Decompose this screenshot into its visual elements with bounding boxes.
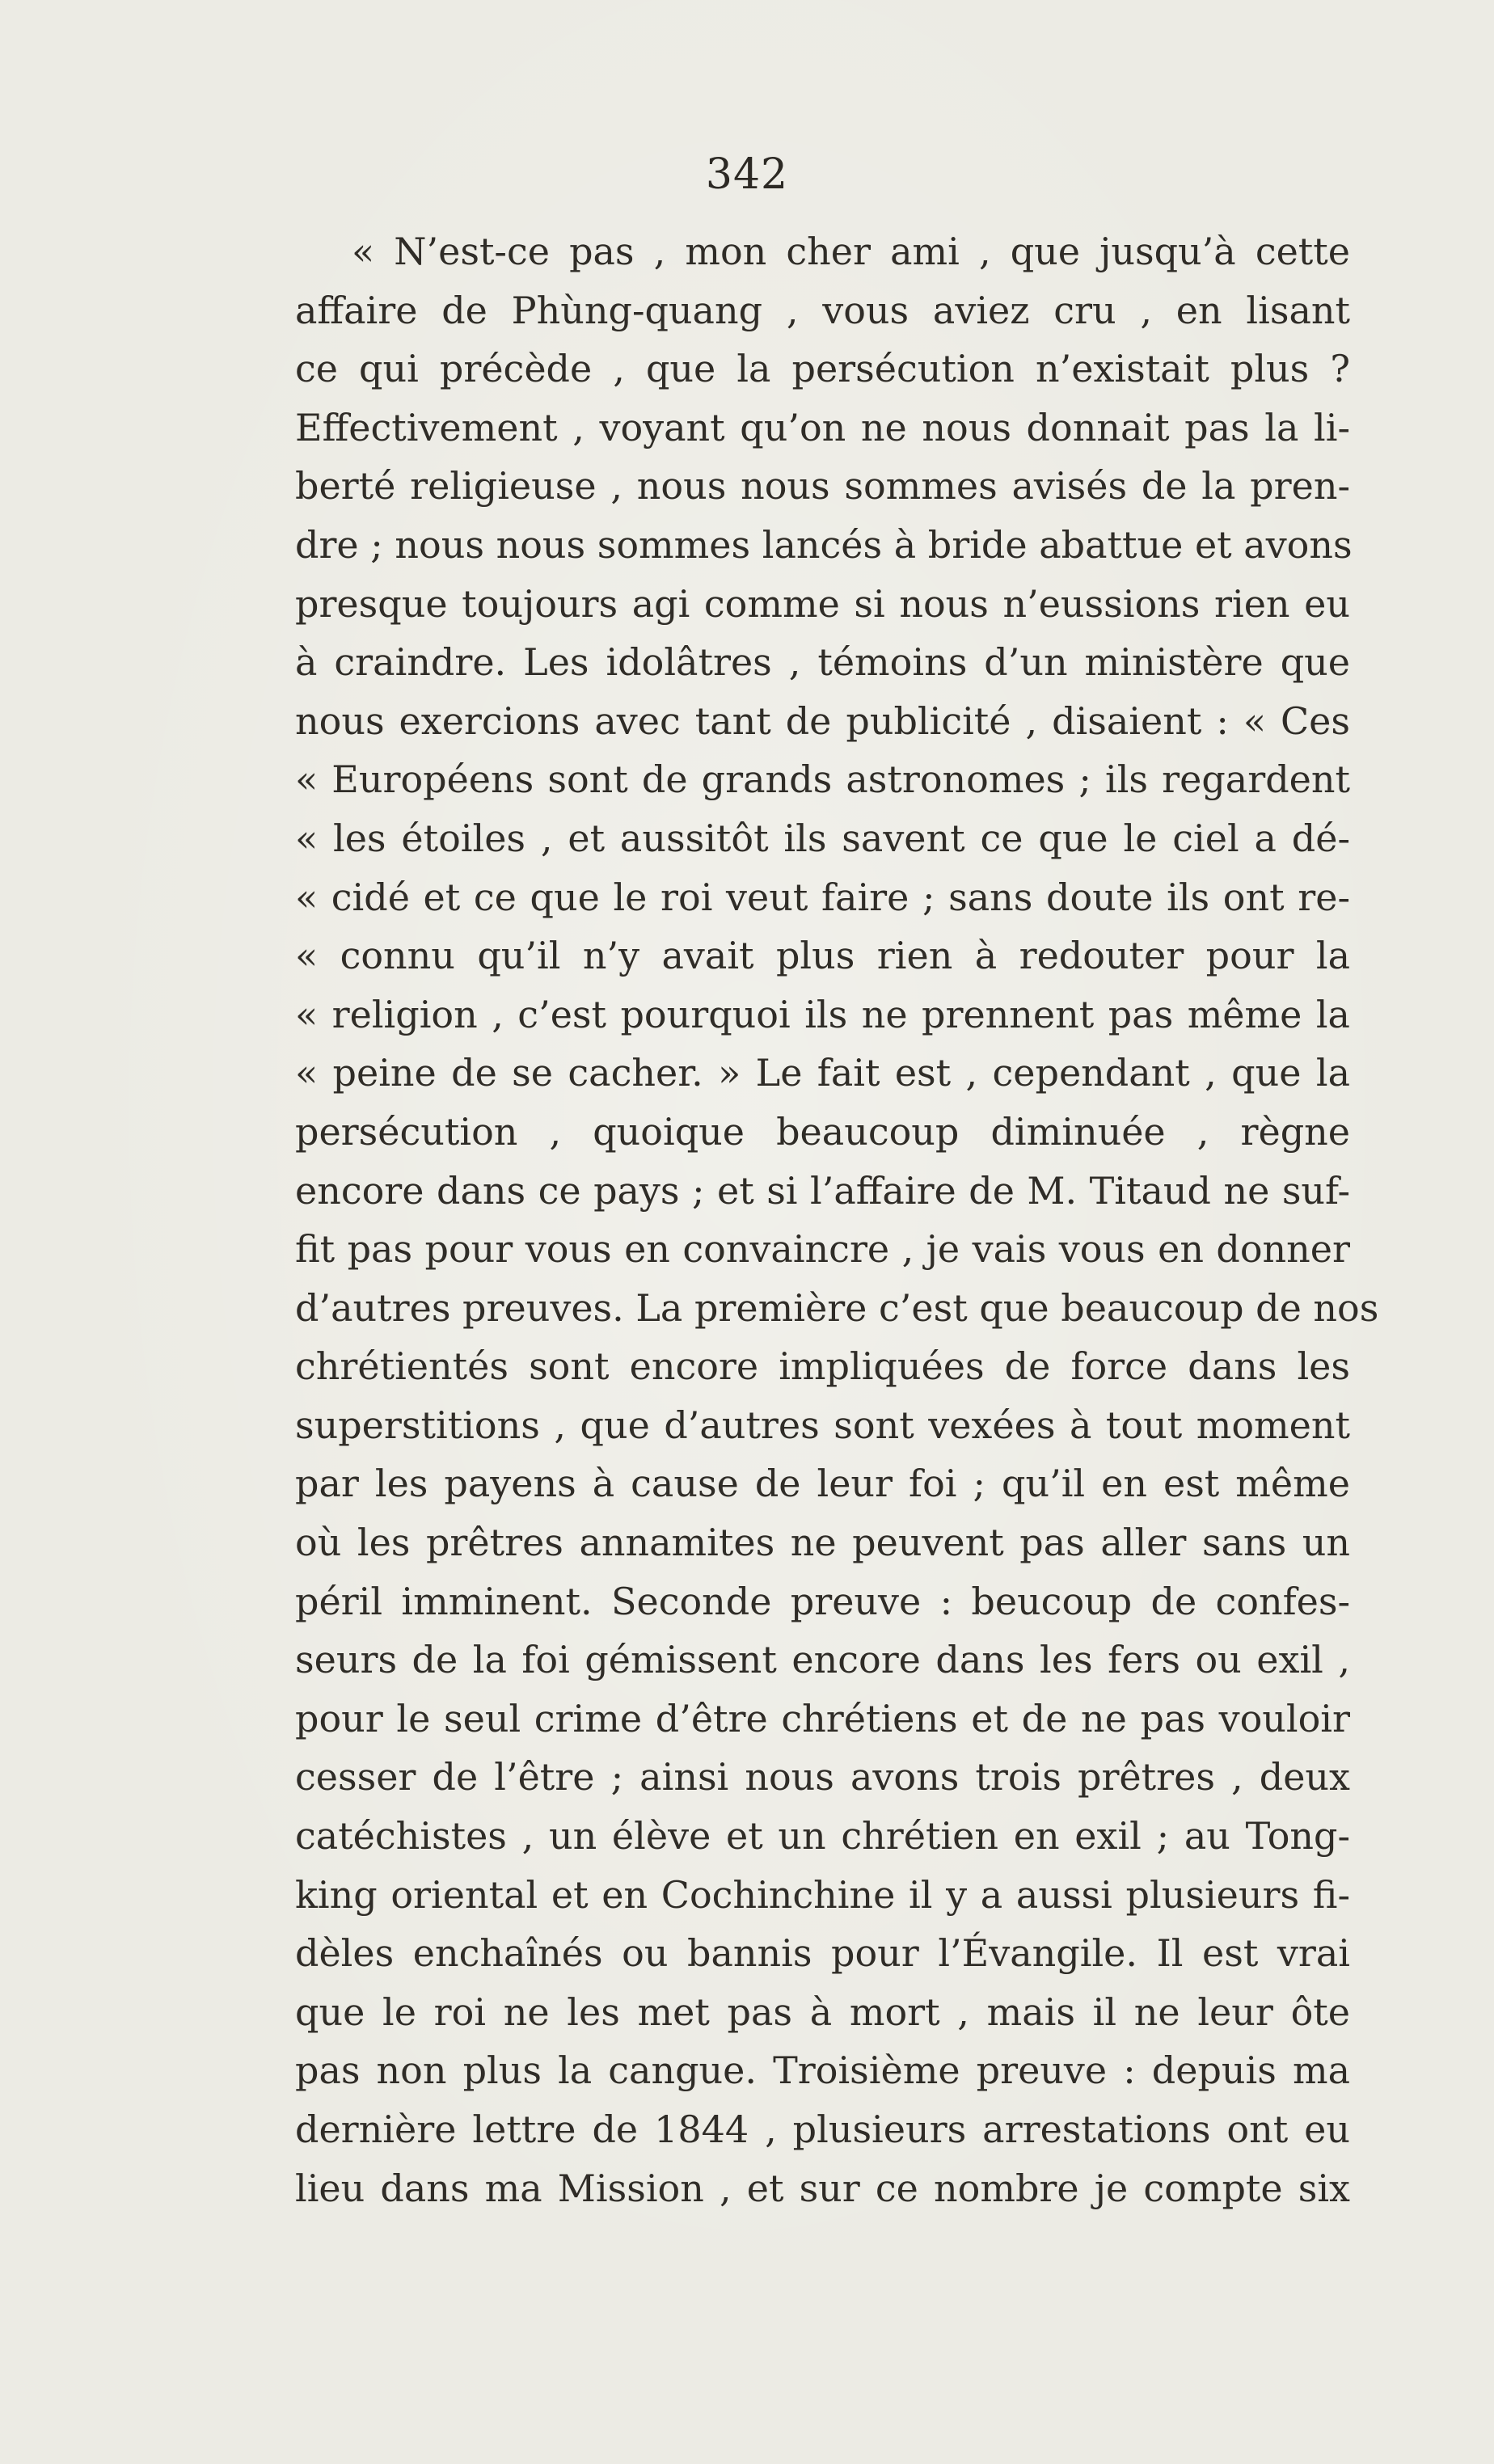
text-line: lieu dans ma Mission , et sur ce nombre je compte six <box>295 2166 1350 2210</box>
text-line: encore dans ce pays ; et si l’affaire de M. Titaud ne suf- <box>295 1168 1350 1213</box>
text-line: que le roi ne les met pas à mort , mais il ne leur ôte <box>295 1989 1350 2034</box>
text-line: à craindre. Les idolâtres , témoins d’un ministère que <box>295 640 1350 685</box>
text-line: persécution , quoique beaucoup diminuée , règne <box>295 1109 1350 1154</box>
text-line: « N’est-ce pas , mon cher ami , que jusqu’à cette <box>352 230 1350 273</box>
text-line: « les étoiles , et aussitôt ils savent ce que le ciel a dé- <box>295 816 1350 860</box>
text-line: presque toujours agi comme si nous n’eussions rien eu <box>295 581 1350 626</box>
text-line: « religion , c’est pourquoi ils ne prennent pas même la <box>295 992 1350 1036</box>
text-line: pour le seul crime d’être chrétiens et de ne pas vouloir <box>295 1696 1350 1740</box>
text-line: « cidé et ce que le roi veut faire ; sans doute ils ont re- <box>295 875 1350 919</box>
text-line: « Européens sont de grands astronomes ; ils regardent <box>295 757 1350 802</box>
text-line: ce qui précède , que la persécution n’existait plus ? <box>295 347 1350 391</box>
text-line: cesser de l’être ; ainsi nous avons trois prêtres , deux <box>295 1755 1350 1799</box>
text-line: où les prêtres annamites ne peuvent pas aller sans un <box>295 1521 1350 1565</box>
text-line: affaire de Phùng-quang , vous aviez cru , en lisant <box>295 288 1350 332</box>
text-line: d’autres preuves. La première c’est que beaucoup de nos <box>295 1285 1379 1330</box>
text-line: superstitions , que d’autres sont vexées à tout moment <box>295 1403 1350 1447</box>
text-line: dernière lettre de 1844 , plusieurs arrestations ont eu <box>295 2107 1350 2151</box>
text-line: fit pas pour vous en convaincre , je vais vous en donner <box>295 1227 1350 1272</box>
body-text <box>295 222 1379 2217</box>
text-line: « peine de se cacher. » Le fait est , cependant , que la <box>295 1051 1350 1095</box>
text-line: pas non plus la cangue. Troisième preuve : depuis ma <box>295 2048 1350 2093</box>
text-line: dèles enchaînés ou bannis pour l’Évangile. Il est vrai <box>295 1931 1350 1976</box>
text-line: catéchistes , un élève et un chrétien en exil ; au Tong- <box>295 1814 1350 1859</box>
text-line: berté religieuse , nous nous sommes avisés de la pren- <box>295 464 1350 508</box>
text-line: nous exercions avec tant de publicité , disaient : « Ces <box>295 698 1350 743</box>
text-line: par les payens à cause de leur foi ; qu’il en est même <box>295 1462 1350 1506</box>
text-line: seurs de la foi gémissent encore dans les fers ou exil , <box>295 1638 1350 1682</box>
text-line: « connu qu’il n’y avait plus rien à redouter pour la <box>295 934 1350 978</box>
text-line: dre ; nous nous sommes lancés à bride abattue et avons <box>295 522 1353 567</box>
text-line: king oriental et en Cochinchine il y a aussi plusieurs fi- <box>295 1872 1350 1917</box>
text-line: chrétientés sont encore impliquées de force dans les <box>295 1344 1350 1389</box>
text-line: Effectivement , voyant qu’on ne nous donnait pas la li- <box>295 405 1350 449</box>
text-line: péril imminent. Seconde preuve : beucoup de confes- <box>295 1579 1350 1623</box>
page-number: 342 <box>705 150 789 199</box>
